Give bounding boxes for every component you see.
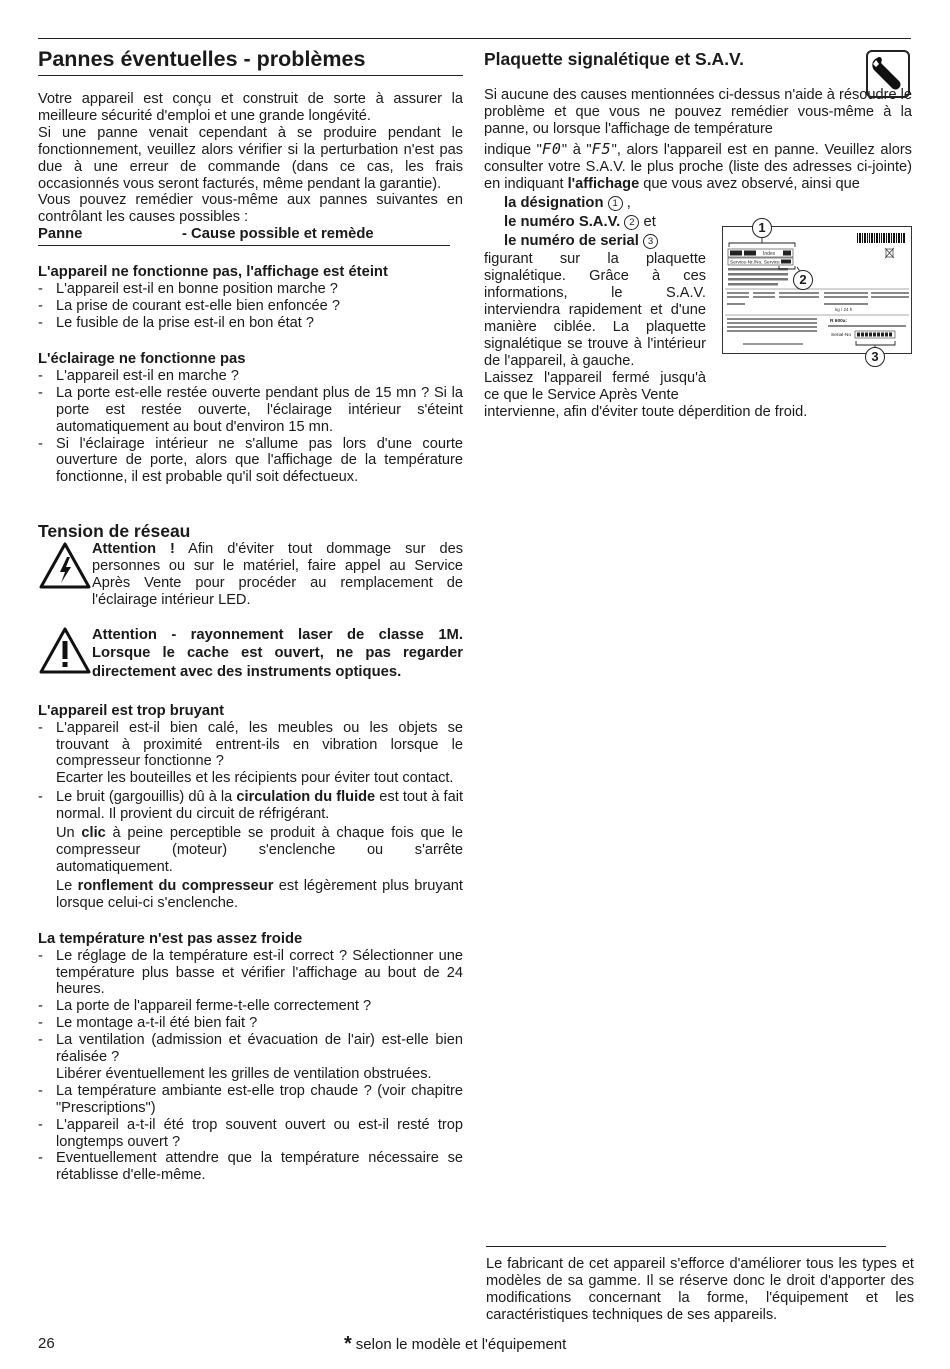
svg-text:Service-Nr./No. Service: Service-Nr./No. Service <box>730 260 780 266</box>
svg-text:Serial-No: Serial-No <box>831 333 851 338</box>
number-badge: 3 <box>643 234 658 249</box>
section-no-power <box>38 264 463 332</box>
intro-paragraph: Si une panne venait cependant à se produire pendant le fonctionnement, veuillez alors vérifier si la perturbation n'est pas due à une erreur de commande (dans ce cas, les frais occasionnés vous seront facturés, même pendant la garantie). <box>38 124 463 192</box>
footnote-text: selon le modèle et l'équipement <box>355 1336 567 1353</box>
list-item: - L'appareil est-il bien calé, les meubles ou les objets se trouvant à proximité entrent-ils en vibration lorsque le compresseur fonctionne ? <box>38 720 463 771</box>
list-item: - La température ambiante est-elle trop chaude ? (voir chapitre "Prescriptions") <box>38 1083 463 1117</box>
footnote <box>344 1333 567 1355</box>
callout-badge: 2 <box>793 270 813 290</box>
warning-laser <box>38 626 463 682</box>
intro <box>38 91 463 226</box>
sav-paragraph: Laissez l'appareil fermé jusqu'à ce que le Service Après Vente <box>484 369 706 403</box>
list-item: - La porte de l'appareil ferme-t-elle correctement ? <box>38 998 463 1015</box>
list-item: - Si l'éclairage intérieur ne s'allume pas lors d'une courte ouverture de porte, alors que l'affichage de la température fonctionne, il est probable qu'il soit défectueux. <box>38 436 463 487</box>
section-noise <box>38 703 463 912</box>
sav-paragraph: Si aucune des causes mentionnées ci-dessus n'aide à résoudre le problème et que vous ne pouvez remédier vous-même à la panne, ou lorsque l'affichage de température <box>484 87 912 137</box>
svg-text:kg / 24 h: kg / 24 h <box>835 307 853 312</box>
list-item-continuation: Un clic à peine perceptible se produit à chaque fois que le compresseur (moteur) s'enclenche ou s'arrête automatiquement. <box>56 825 463 875</box>
list-item: - L'appareil est-il en bonne position marche ? <box>38 281 463 298</box>
section-tension <box>38 520 463 681</box>
identifier-item: le numéro de serial 3 <box>504 232 912 251</box>
lcd-code-f5: F5 <box>591 139 612 158</box>
table-head-col1: Panne <box>38 226 83 243</box>
warning-electric <box>38 541 463 609</box>
section-heading: Tension de réseau <box>38 521 191 542</box>
svg-text:Index: Index <box>763 251 776 257</box>
sav-paragraph: figurant sur la plaquette signalétique. Grâce à ces informations, le S.A.V. interviendra rapidement et d'une manière ciblée. La plaquette signalétique se trouve à l'intérieur de l'appareil, à gauche. <box>484 251 706 369</box>
intro-paragraph: Votre appareil est conçu et construit de sorte à assurer la meilleure sécurité d'emploi et une grande longévité. <box>38 91 463 124</box>
list-item: - Eventuellement attendre que la température nécessaire se rétablisse d'elle-même. <box>38 1150 463 1184</box>
warning-text <box>92 541 463 609</box>
identifier-item: la désignation 1 , <box>504 195 631 212</box>
section-heading: La température n'est pas assez froide <box>38 930 303 947</box>
intro-paragraph: Vous pouvez remédier vous-même aux pannes suivantes en contrôlant les causes possibles : <box>38 192 463 226</box>
title-rule <box>38 75 463 76</box>
list-item-continuation: Le ronflement du compresseur est légèrement plus bruyant lorsque celui-ci s'enclenche. <box>56 877 463 911</box>
list-item: - Le bruit (gargouillis) dû à la circulation du fluide est tout à fait normal. Il provient du circuit de réfrigérant. <box>38 789 463 823</box>
section-heading: L'appareil ne fonctionne pas, l'affichage est éteint <box>38 264 388 281</box>
warning-body: Afin d'éviter tout dommage sur des personnes ou sur le matériel, faire appel au Service Après Vente pour procéder au remplacement de l'éclairage intérieur LED. <box>92 541 463 608</box>
wrench-icon <box>866 50 910 98</box>
svg-text:R 600a:: R 600a: <box>830 319 848 324</box>
section-heading: L'appareil est trop bruyant <box>38 702 225 719</box>
callout-badge: 3 <box>865 347 885 367</box>
manufacturer-note: Le fabricant de cet appareil s'efforce d'améliorer tous les types et modèles de sa gamme. Il se réserve donc le droit d'apporter des modifications concernant la forme, l'équipement et les caractéristiques techniques de ses appareils. <box>486 1256 914 1323</box>
page-number: 26 <box>38 1335 55 1352</box>
list-item: - La prise de courant est-elle bien enfoncée ? <box>38 298 463 315</box>
warning-icon <box>38 626 92 676</box>
footnote-star: * <box>344 1333 352 1355</box>
callout-badge: 1 <box>752 218 772 238</box>
number-badge: 2 <box>624 215 639 230</box>
table-head <box>38 226 463 243</box>
section-title: Plaquette signalétique et S.A.V. <box>484 49 744 69</box>
footer-rule <box>486 1246 886 1247</box>
electric-warning-icon <box>38 541 92 591</box>
list-item: - La ventilation (admission et évacuation de l'air) est-elle bien réalisée ? <box>38 1032 463 1066</box>
list-item: - Le fusible de la prise est-il en bon état ? <box>38 315 463 332</box>
list-item: - Le montage a-t-il été bien fait ? <box>38 1015 463 1032</box>
page-title: Pannes éventuelles - problèmes <box>38 47 366 71</box>
number-badge: 1 <box>608 196 623 211</box>
section-heading: L'éclairage ne fonctionne pas <box>38 350 246 367</box>
sav-paragraph-display: indique "F0" à "F5", alors l'appareil est en panne. Veuillez alors consulter votre S.A.V. le plus proche (liste des adresses ci-jointe) en indiquant l'affichage que vous avez observé, ainsi que <box>484 139 912 192</box>
top-rule <box>38 38 911 39</box>
section-temperature <box>38 931 463 1185</box>
list-item: - La porte est-elle restée ouverte pendant plus de 15 mn ? Si la porte est restée ouverte, l'éclairage intérieur s'éteint automatiquement au bout d'environ 15 mn. <box>38 385 463 436</box>
list-item: - Le réglage de la température est-il correct ? Sélectionner une température plus basse et vérifier l'affichage au bout de 24 heures. <box>38 948 463 999</box>
section-lighting <box>38 351 463 486</box>
left-column <box>38 46 463 1184</box>
list-item: - L'appareil a-t-il été trop souvent ouvert ou est-il resté trop longtemps ouvert ? <box>38 1117 463 1151</box>
lcd-code-f0: F0 <box>541 139 562 158</box>
nameplate-image <box>722 226 912 354</box>
sav-paragraph: intervienne, afin d'éviter toute déperdition de froid. <box>484 403 808 420</box>
table-head-rule <box>38 245 450 246</box>
table-head-col2: - Cause possible et remède <box>182 226 374 243</box>
identifier-item: le numéro S.A.V. 2 et <box>504 214 656 231</box>
list-item-continuation: Ecarter les bouteilles et les récipients pour éviter tout contact. <box>56 770 454 787</box>
list-item: - L'appareil est-il en marche ? <box>38 368 463 385</box>
list-item-continuation: Libérer éventuellement les grilles de ventilation obstruées. <box>56 1065 432 1082</box>
warning-bold: Attention ! <box>92 541 175 558</box>
laser-warning-text: Attention - rayonnement laser de classe 1M. Lorsque le cache est ouvert, ne pas regarder directement avec des instruments optiques. <box>92 626 463 681</box>
